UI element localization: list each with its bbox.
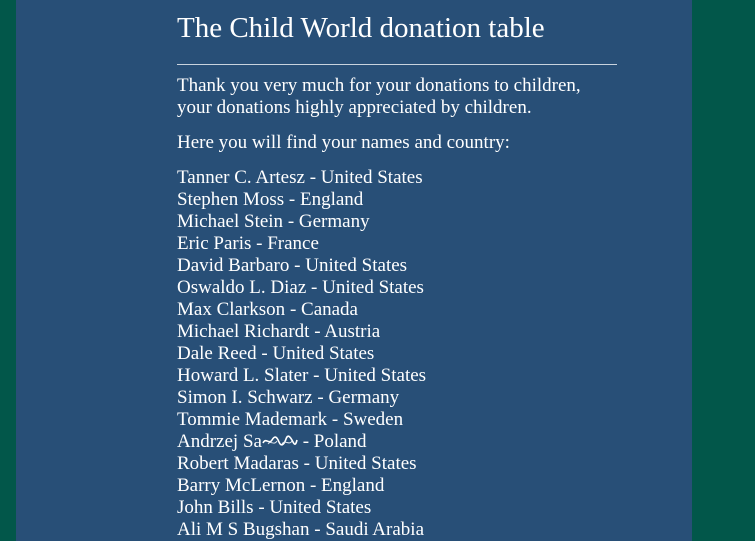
donor-country: Germany (298, 211, 370, 232)
donor-country: United States (272, 343, 375, 364)
donor-item (177, 211, 677, 233)
donor-item (177, 475, 677, 497)
donor-country: Germany (328, 387, 400, 408)
donor-country: United States (305, 255, 408, 276)
donor-country: Canada (301, 299, 358, 320)
donor-separator: - (327, 409, 343, 430)
donor-country: Saudi Arabia (325, 519, 425, 540)
donor-item (177, 299, 677, 321)
donor-separator: - (283, 211, 299, 232)
donor-separator: - (251, 233, 268, 254)
donor-separator: - (308, 365, 325, 386)
donor-item (177, 255, 677, 277)
donor-separator: - (306, 277, 323, 298)
intro-paragraph (177, 75, 677, 119)
donor-name: John Bills (177, 497, 254, 518)
donor-country: Poland (313, 431, 367, 452)
donor-country: United States (324, 365, 427, 386)
donor-separator: - (309, 321, 325, 342)
donor-separator: - (285, 299, 302, 320)
donor-separator: - (289, 255, 306, 276)
title-divider (177, 64, 617, 65)
donor-item (177, 519, 677, 541)
donor-name: Oswaldo L. Diaz (177, 277, 307, 298)
donor-country: United States (314, 453, 417, 474)
donor-country: United States (322, 277, 424, 298)
donor-item (177, 189, 677, 211)
donor-item (177, 233, 677, 255)
garbled-characters-icon (262, 435, 298, 447)
donor-item (177, 453, 677, 475)
donor-name: Eric Paris (177, 233, 252, 254)
donor-item (177, 365, 677, 387)
donor-country: England (321, 475, 385, 496)
donor-item (177, 387, 677, 409)
donor-name: Dale Reed (177, 343, 257, 364)
donor-separator: - (304, 167, 321, 188)
donor-item (177, 167, 677, 189)
page-title: The Child World donation table (177, 12, 545, 44)
donor-name: Andrzej Sa (177, 431, 262, 452)
donor-name: Tanner C. Artesz (177, 167, 305, 188)
main-content (177, 10, 677, 541)
donor-item (177, 277, 677, 299)
intro-line-2: your donations highly appreciated by children. (177, 97, 532, 118)
donor-name: Howard L. Slater (177, 365, 309, 386)
donor-country: United States (269, 497, 372, 518)
donor-name: Barry McLernon (177, 475, 306, 496)
donor-separator: - (297, 431, 314, 452)
donor-name: David Barbaro (177, 255, 290, 276)
donor-separator: - (309, 519, 326, 540)
donor-name: Tommie Mademark (177, 409, 328, 430)
donor-separator: - (312, 387, 329, 408)
donor-separator: - (253, 497, 270, 518)
donor-country: France (267, 233, 319, 254)
donor-country: United States (320, 167, 423, 188)
donor-name: Simon I. Schwarz (177, 387, 313, 408)
donor-separator: - (298, 453, 315, 474)
right-margin-strip (692, 0, 755, 541)
donor-list (177, 167, 677, 541)
donor-item (177, 497, 677, 519)
donor-separator: - (305, 475, 322, 496)
donor-separator: - (284, 189, 300, 210)
donor-country: England (299, 189, 364, 210)
left-margin-strip (0, 0, 16, 541)
donor-item (177, 409, 677, 431)
donor-name: Ali M S Bugshan (177, 519, 310, 540)
intro-line-1: Thank you very much for your donations to children, (177, 75, 581, 96)
donor-name: Stephen Moss (177, 189, 285, 210)
donor-item (177, 431, 677, 453)
donor-name: Max Clarkson (177, 299, 286, 320)
donor-name: Michael Stein (177, 211, 284, 232)
donor-country: Austria (324, 321, 381, 342)
donor-separator: - (256, 343, 273, 364)
donor-item (177, 343, 677, 365)
lead-text: Here you will find your names and country: (177, 132, 510, 153)
donor-item (177, 321, 677, 343)
donor-name: Michael Richardt (177, 321, 310, 342)
donor-name: Robert Madaras (177, 453, 299, 474)
donor-country: Sweden (342, 409, 404, 430)
